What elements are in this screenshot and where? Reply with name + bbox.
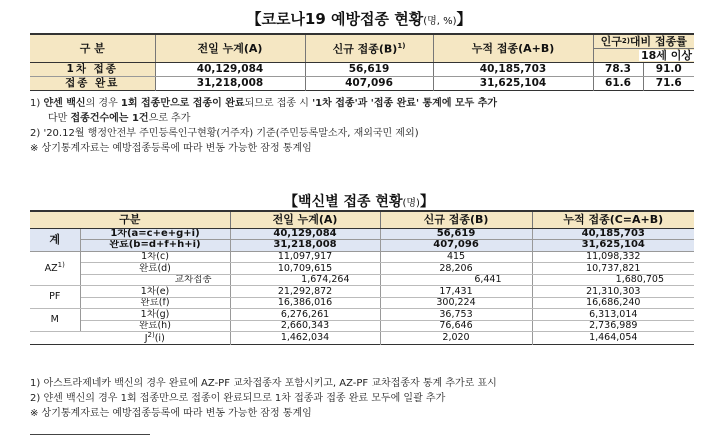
prev-value: 16,386,016	[230, 297, 380, 309]
header-ratio-part-b: 대비	[629, 35, 652, 48]
vaccine-m-label: M	[30, 309, 80, 332]
summary-row-completed	[30, 77, 694, 91]
footnote-3: ※ 상기통계자료는 예방접종등록에 따라 변동 가능한 잠정 통계임	[30, 143, 312, 154]
row-label: 완료(b=d+f+h+i)	[80, 240, 230, 252]
population-rate: 78.3	[593, 63, 643, 77]
adult-rate: 91.0	[643, 63, 694, 77]
section2-title-text: 【백신별 접종 현황	[284, 194, 403, 210]
adult-rate: 71.6	[655, 77, 682, 90]
footnote-1-part-d: 되므로 접종 시	[244, 98, 313, 109]
footnote-2: 2) '20.12월 행정안전부 주민등록인구현황(거주자) 기준(주민등록말소자, 재외국민 제외)	[30, 128, 419, 139]
new-value: 56,619	[380, 228, 532, 240]
footnote-3: ※ 상기통계자료는 예방접종등록에 따라 변동 가능한 잠정 통계임	[30, 408, 312, 419]
m-row-first-dose	[30, 309, 694, 321]
vaccine-j-footnote: 2)	[147, 331, 155, 339]
footnote-1-part-e: '1차 접종'과 '접종 완료' 통계에 모두 추가	[312, 98, 498, 109]
vaccine-j-spacer	[30, 332, 80, 345]
prev-value: 40,129,084	[230, 228, 380, 240]
vaccination-summary-table	[30, 33, 694, 91]
section2-title-unit: (명)	[402, 198, 420, 209]
header-prev-total: 전일 누계(A)	[230, 211, 380, 228]
population-rate: 61.6	[593, 77, 643, 91]
vaccine-footnote: 1)	[57, 261, 65, 270]
section2-title-end: 】	[419, 194, 434, 210]
new-value: 407,096	[305, 77, 433, 91]
vaccine-pf-label: PF	[30, 286, 80, 309]
section1-title-text: 【코로나19 예방접종 현황	[246, 10, 424, 28]
new-value: 415	[380, 251, 532, 263]
new-value: 407,096	[380, 240, 532, 252]
header-new: 신규 접종(B)	[380, 211, 532, 228]
row-label: 접종 완료	[30, 77, 155, 91]
cumulative-value: 1,680,705	[532, 274, 694, 286]
row-label: 교차접종	[80, 274, 230, 286]
cumulative-value: 16,686,240	[532, 297, 694, 309]
vaccine-breakdown-table	[30, 210, 694, 345]
cumulative-value: 1,464,054	[589, 332, 638, 344]
cumulative-value: 11,098,332	[532, 251, 694, 263]
prev-value: 40,129,084	[155, 63, 305, 77]
new-value: 36,753	[380, 309, 532, 321]
header-ratio-footnote: 2)	[621, 37, 630, 45]
new-value: 300,224	[380, 297, 532, 309]
new-value: 56,619	[305, 63, 433, 77]
new-value: 17,431	[380, 286, 532, 298]
vaccine-az-label	[30, 251, 80, 286]
footnote-1-line2-a: 다만	[48, 113, 71, 124]
footnote-1-part-c: 1회 접종만으로 접종이 완료	[120, 98, 245, 109]
header-new-text: 신규 접종(B)	[332, 42, 398, 56]
header-cumulative: 누적 접종(C=A+B)	[532, 211, 694, 228]
cumulative-value: 31,625,104	[532, 240, 694, 252]
row-label: 완료(d)	[80, 263, 230, 275]
header-ratio-top	[594, 35, 695, 49]
m-row-completed	[30, 320, 694, 332]
row-label: 완료(h)	[80, 320, 230, 332]
summary-row-first-dose	[30, 63, 694, 77]
row-label: 1차(e)	[80, 286, 230, 298]
cumulative-value: 31,625,104	[433, 77, 593, 91]
total-row-completed	[30, 240, 694, 252]
section1-footnotes	[30, 96, 497, 156]
footnote-1-line2	[30, 111, 497, 126]
header-ratio-part-a: 인구	[600, 35, 622, 48]
cumulative-value: 40,185,703	[532, 228, 694, 240]
header-prev-total: 전일 누계(A)	[155, 34, 305, 63]
prev-value: 6,276,261	[230, 309, 380, 321]
prev-value: 31,218,008	[155, 77, 305, 91]
header-new-footnote: 1)	[397, 41, 406, 50]
header-category: 구 분	[30, 34, 155, 63]
new-value: 2,020	[380, 332, 532, 345]
header-ratio	[593, 34, 694, 63]
row-label: 완료(f)	[80, 297, 230, 309]
prev-value: 1,462,034	[230, 332, 380, 345]
header-new	[305, 34, 433, 63]
footnote-1: 1) 아스트라제네카 백신의 경우 완료에 AZ-PF 교차접종자 포함시키고, AZ-PF 교차접종자 통계 추가로 표시	[30, 378, 497, 389]
row-label: 1차(c)	[80, 251, 230, 263]
row-label: 1차 접종	[30, 63, 155, 77]
section1-title-unit: (명, %)	[423, 16, 457, 27]
section1-title-end: 】	[456, 10, 472, 28]
prev-value: 11,097,917	[230, 251, 380, 263]
footnote-1-line2-b: 접종건수에는 1건	[70, 113, 149, 124]
cumulative-value: 40,185,703	[433, 63, 593, 77]
section1-title	[0, 8, 718, 29]
total-row-first-dose	[30, 228, 694, 240]
janssen-row	[30, 332, 694, 345]
az-row-cross-vaccination	[30, 274, 694, 286]
footnote-1-part-a: 얀센 백신	[43, 98, 86, 109]
new-value: 76,646	[380, 320, 532, 332]
prev-value: 21,292,872	[230, 286, 380, 298]
new-value: 6,441	[380, 274, 532, 286]
prev-value: 1,674,264	[230, 274, 380, 286]
summary-header-row	[30, 34, 694, 63]
az-row-completed	[30, 263, 694, 275]
az-row-first-dose	[30, 251, 694, 263]
footnote-2: 2) 얀센 백신의 경우 1회 접종만으로 접종이 완료되므로 1차 접종과 접종 완료 모두에 일괄 추가	[30, 393, 446, 404]
pf-row-completed	[30, 297, 694, 309]
vaccine-j-name: J	[144, 333, 148, 345]
vaccine-j-code: (i)	[154, 333, 165, 345]
prev-value: 31,218,008	[230, 240, 380, 252]
row-label: 1차(g)	[80, 309, 230, 321]
footnote-1	[30, 96, 497, 111]
prev-value: 2,660,343	[230, 320, 380, 332]
section2-title	[0, 191, 718, 211]
new-value: 28,206	[380, 263, 532, 275]
pf-row-first-dose	[30, 286, 694, 298]
header-ratio-part-c: 접종률	[655, 35, 687, 48]
prev-value: 10,709,615	[230, 263, 380, 275]
cumulative-value: 2,736,989	[532, 320, 694, 332]
footnote-1-line2-c: 으로 추가	[148, 113, 191, 124]
header-category: 구분	[30, 211, 230, 228]
vaccine-j-label	[80, 332, 230, 345]
total-label: 계	[30, 228, 80, 251]
section2-footnotes	[30, 376, 497, 421]
row-label: 1차(a=c+e+g+i)	[80, 228, 230, 240]
header-cumulative: 누적 접종(A+B)	[433, 34, 593, 63]
cumulative-value: 6,313,014	[532, 309, 694, 321]
cumulative-value: 21,310,303	[532, 286, 694, 298]
vaccine-name: AZ	[44, 263, 58, 275]
header-ratio-adult: 18세 이상	[640, 49, 692, 62]
breakdown-header-row	[30, 211, 694, 228]
footnote-1-prefix: 1)	[30, 98, 44, 109]
cumulative-value: 10,737,821	[532, 263, 694, 275]
footnote-1-part-b: 의 경우	[85, 98, 121, 109]
